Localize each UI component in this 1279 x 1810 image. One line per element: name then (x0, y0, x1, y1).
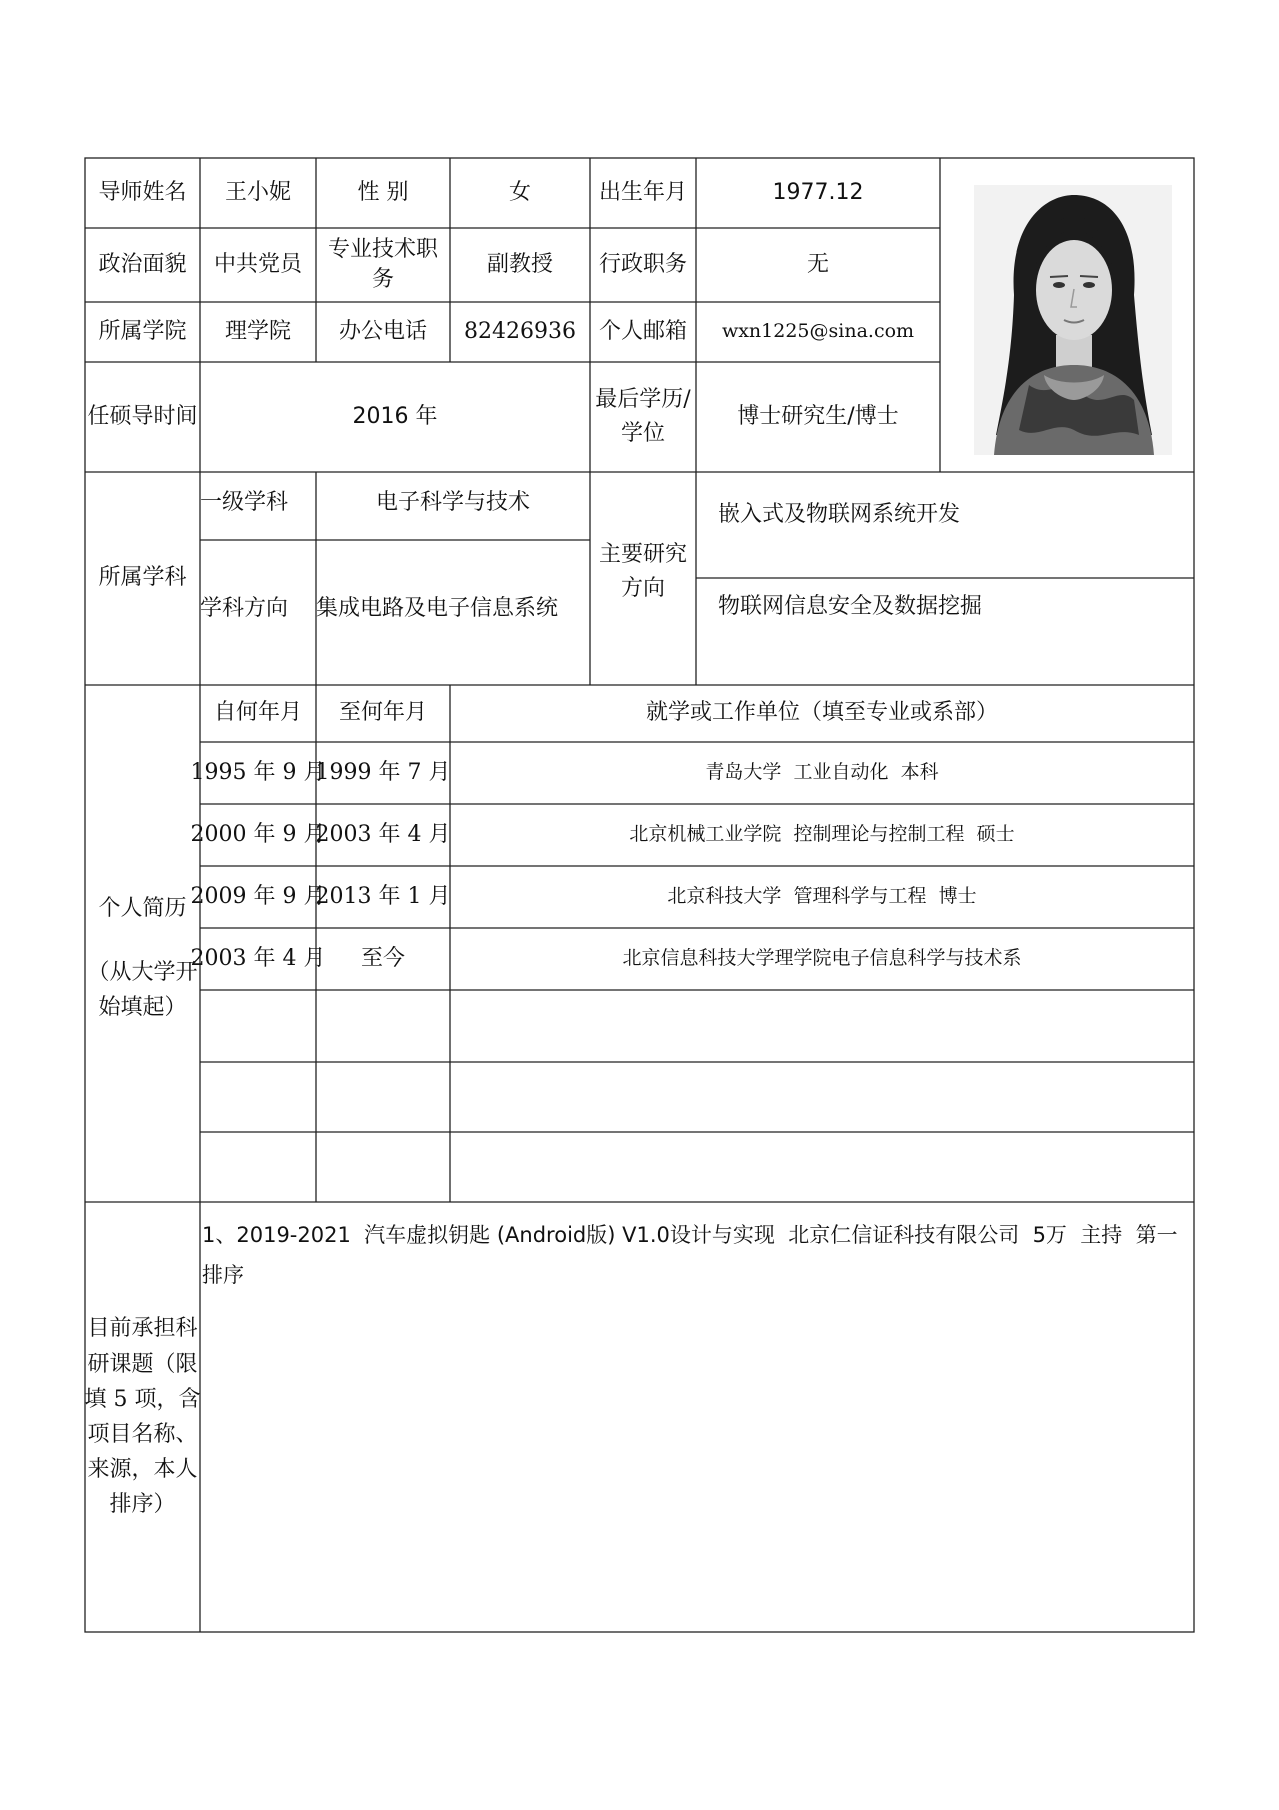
research-label-line1: 主要研究 (598, 542, 687, 567)
degree-label (590, 362, 696, 472)
degree-label-line2: 学位 (620, 421, 665, 446)
projects-label-line6: 排序） (109, 1492, 176, 1518)
resume-header-unit: 就学或工作单位（填至专业或系部） (645, 700, 998, 726)
resume-header-to: 至何年月 (338, 700, 427, 726)
tutor-time-value: 2016 年 (352, 403, 438, 429)
college-value: 理学院 (224, 318, 291, 344)
pro-title-value: 副教授 (486, 251, 553, 277)
resume-row-2-to: 2003 年 4 月 (315, 821, 451, 847)
direction-value: 集成电路及电子信息系统 (316, 596, 559, 621)
projects-label (85, 1202, 200, 1632)
resume-row-2-unit: 北京机械工业学院 控制理论与控制工程 硕士 (629, 823, 1015, 846)
resume-header-from: 自何年月 (213, 700, 302, 726)
degree-value: 博士研究生/博士 (737, 403, 899, 429)
resume-row-1-to: 1999 年 7 月 (315, 759, 451, 785)
project-item-1: 1、2019-2021 汽车虚拟钥匙 (Android版) V1.0设计与实现 北京仁信证科技有限公司 5万 主持 第一排序 (202, 1223, 1178, 1287)
resume-label-line2: （从大学开 (87, 960, 198, 986)
admin-label: 行政职务 (598, 251, 687, 277)
projects-label-line4: 项目名称、 (87, 1422, 198, 1447)
direction-label: 学科方向 (200, 596, 289, 621)
discipline-label: 所属学科 (98, 565, 187, 591)
birth-value: 1977.12 (772, 179, 864, 205)
projects-label-line1: 目前承担科 (87, 1316, 198, 1342)
research-label (590, 472, 696, 685)
research-label-line2: 方向 (620, 576, 665, 602)
email-value: wxn1225@sina.com (721, 320, 915, 343)
gender-label: 性 别 (357, 179, 409, 205)
resume-row-3-from: 2009 年 9 月 (190, 883, 326, 909)
projects-label-line5: 来源，本人 (87, 1457, 198, 1483)
birth-label: 出生年月 (598, 179, 687, 205)
tutor-time-label: 任硕导时间 (87, 403, 198, 429)
projects-label-line3: 填 5 项，含 (84, 1386, 201, 1412)
resume-row-1-from: 1995 年 9 月 (190, 759, 326, 785)
pro-title-label-line2: 务 (371, 267, 394, 292)
email-label: 个人邮箱 (598, 318, 687, 344)
research-direction-2: 物联网信息安全及数据挖掘 (718, 594, 983, 619)
politics-label: 政治面貌 (98, 251, 187, 277)
level1-value: 电子科学与技术 (375, 490, 530, 515)
research-direction-1: 嵌入式及物联网系统开发 (718, 502, 961, 527)
resume-label (85, 685, 200, 1202)
portrait-icon (974, 185, 1172, 455)
name-value: 王小妮 (224, 179, 291, 205)
resume-row-2-from: 2000 年 9 月 (190, 821, 326, 847)
politics-value: 中共党员 (213, 251, 302, 277)
admin-value: 无 (806, 251, 829, 277)
name-label: 导师姓名 (98, 179, 187, 205)
phone-value: 82426936 (464, 318, 576, 344)
gender-value: 女 (508, 179, 531, 205)
resume-row-3-to: 2013 年 1 月 (315, 883, 451, 909)
pro-title-label-line1: 专业技术职 (327, 237, 438, 263)
college-label: 所属学院 (98, 318, 187, 344)
resume-row-3-unit: 北京科技大学 管理科学与工程 博士 (667, 885, 977, 908)
resume-label-line3: 始填起） (98, 994, 187, 1020)
resume-row-1-unit: 青岛大学 工业自动化 本科 (705, 761, 939, 784)
portrait-photo (974, 185, 1172, 455)
phone-label: 办公电话 (338, 318, 427, 344)
pro-title-label (316, 228, 450, 302)
projects-label-line2: 研课题（限 (87, 1351, 198, 1377)
degree-label-line1: 最后学历/ (595, 386, 691, 412)
resume-row-4-from: 2003 年 4 月 (190, 945, 326, 971)
level1-label: 一级学科 (200, 490, 289, 515)
resume-label-line1: 个人简历 (98, 896, 187, 922)
resume-row-4-to: 至今 (360, 945, 405, 971)
resume-row-4-unit: 北京信息科技大学理学院电子信息科学与技术系 (622, 947, 1022, 970)
